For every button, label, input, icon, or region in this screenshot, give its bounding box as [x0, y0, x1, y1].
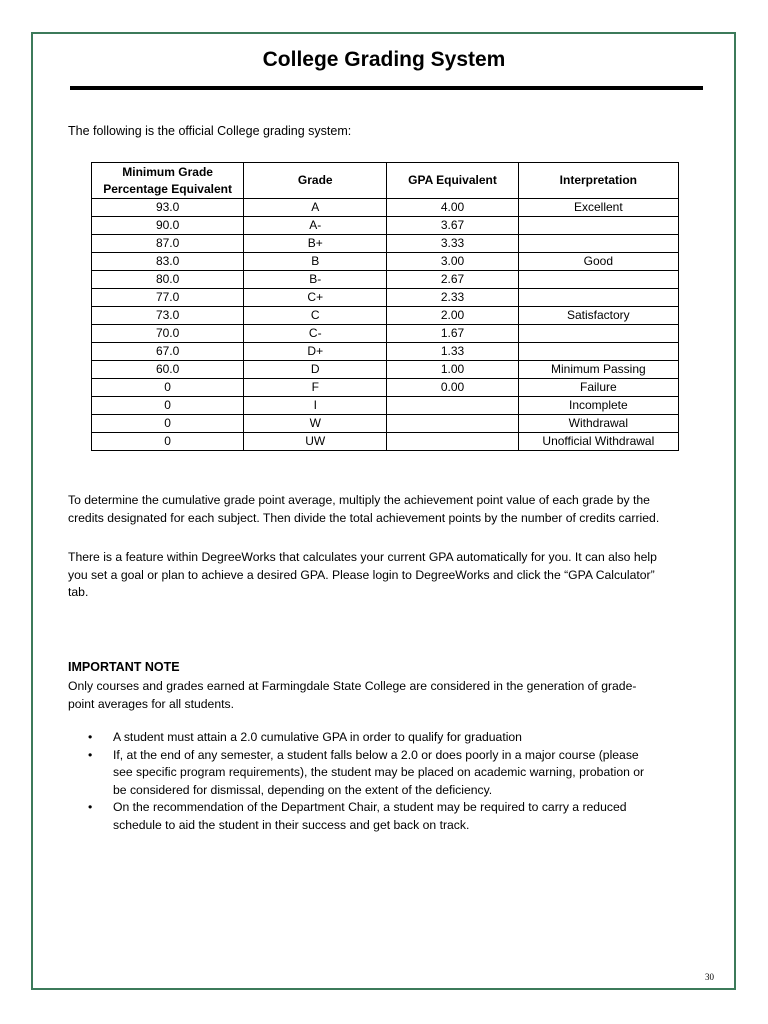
cell-min-percentage: 70.0: [92, 325, 244, 343]
cell-min-percentage: 0: [92, 397, 244, 415]
table-row: [92, 235, 679, 253]
cell-gpa: [387, 397, 518, 415]
cell-gpa: [387, 433, 518, 451]
cell-grade: C+: [244, 289, 387, 307]
cell-min-percentage: 83.0: [92, 253, 244, 271]
cell-grade: W: [244, 415, 387, 433]
cell-grade: B+: [244, 235, 387, 253]
table-row: [92, 397, 679, 415]
paragraph-degreeworks: There is a feature within DegreeWorks that calculates your current GPA automatically for you. It can also help you set a goal or plan to achieve a desired GPA. Please login to DegreeWorks and click the “GPA Calculator” tab.: [68, 550, 657, 599]
cell-min-percentage: 80.0: [92, 271, 244, 289]
table-header-row: [92, 163, 679, 199]
cell-interpretation: [518, 325, 678, 343]
table-row: [92, 289, 679, 307]
cell-grade: D: [244, 361, 387, 379]
cell-min-percentage: 90.0: [92, 217, 244, 235]
cell-min-percentage: 67.0: [92, 343, 244, 361]
cell-min-percentage: 0: [92, 433, 244, 451]
cell-interpretation: Withdrawal: [518, 415, 678, 433]
paragraph-cumulative-gpa: To determine the cumulative grade point average, multiply the achievement point value of each grade by the credits designated for each subject. Then divide the total achievement points by the number of credits carried.: [68, 493, 660, 525]
cell-min-percentage: 60.0: [92, 361, 244, 379]
bullet-icon: •: [88, 747, 93, 762]
requirements-list: [68, 729, 648, 834]
cell-grade: F: [244, 379, 387, 397]
cell-gpa: 4.00: [387, 199, 518, 217]
header-grade: Grade: [244, 163, 387, 199]
important-note-heading: IMPORTANT NOTE: [68, 660, 180, 674]
cell-interpretation: [518, 235, 678, 253]
cell-interpretation: Minimum Passing: [518, 361, 678, 379]
intro-text: The following is the official College grading system:: [68, 124, 352, 138]
cell-grade: I: [244, 397, 387, 415]
table-row: [92, 271, 679, 289]
cell-interpretation: [518, 217, 678, 235]
table-row: [92, 217, 679, 235]
cell-gpa: 2.33: [387, 289, 518, 307]
cell-grade: B: [244, 253, 387, 271]
cell-min-percentage: 73.0: [92, 307, 244, 325]
cell-gpa: [387, 415, 518, 433]
cell-gpa: 3.00: [387, 253, 518, 271]
important-note-text: Only courses and grades earned at Farmingdale State College are considered in the generation of grade-point averages for all students.: [68, 679, 637, 711]
cell-min-percentage: 0: [92, 379, 244, 397]
cell-gpa: 2.00: [387, 307, 518, 325]
list-item: • On the recommendation of the Department Chair, a student may be required to carry a reduced schedule to aid the student in their success and get back on track.: [88, 800, 627, 832]
cell-interpretation: Unofficial Withdrawal: [518, 433, 678, 451]
cell-grade: D+: [244, 343, 387, 361]
cell-grade: C-: [244, 325, 387, 343]
page-title: College Grading System: [262, 48, 506, 71]
cell-interpretation: Incomplete: [518, 397, 678, 415]
cell-interpretation: Failure: [518, 379, 678, 397]
cell-interpretation: Excellent: [518, 199, 678, 217]
table-row: [92, 379, 679, 397]
header-gpa: GPA Equivalent: [387, 163, 518, 199]
cell-min-percentage: 77.0: [92, 289, 244, 307]
cell-gpa: 0.00: [387, 379, 518, 397]
table-row: [92, 343, 679, 361]
table-row: [92, 415, 679, 433]
cell-gpa: 1.67: [387, 325, 518, 343]
cell-min-percentage: 87.0: [92, 235, 244, 253]
cell-min-percentage: 0: [92, 415, 244, 433]
cell-grade: B-: [244, 271, 387, 289]
table-row: [92, 253, 679, 271]
bullet-icon: •: [88, 730, 93, 744]
cell-gpa: 3.67: [387, 217, 518, 235]
list-item: • A student must attain a 2.0 cumulative GPA in order to qualify for graduation: [68, 729, 648, 747]
table-row: [92, 307, 679, 325]
cell-interpretation: Good: [518, 253, 678, 271]
bullet-icon: •: [88, 800, 93, 814]
cell-gpa: 1.00: [387, 361, 518, 379]
header-min-percentage: Minimum Grade Percentage Equivalent: [92, 163, 244, 199]
cell-interpretation: [518, 289, 678, 307]
cell-gpa: 1.33: [387, 343, 518, 361]
table-row: [92, 199, 679, 217]
cell-interpretation: [518, 343, 678, 361]
table-row: [92, 433, 679, 451]
cell-grade: A: [244, 199, 387, 217]
cell-grade: A-: [244, 217, 387, 235]
cell-grade: UW: [244, 433, 387, 451]
cell-min-percentage: 93.0: [92, 199, 244, 217]
title-rule: [70, 86, 703, 90]
table-row: [92, 361, 679, 379]
cell-grade: C: [244, 307, 387, 325]
cell-gpa: 2.67: [387, 271, 518, 289]
header-interpretation: Interpretation: [518, 163, 678, 199]
table-row: [92, 325, 679, 343]
cell-gpa: 3.33: [387, 235, 518, 253]
page-number: 30: [705, 972, 714, 982]
list-item: • If, at the end of any semester, a student falls below a 2.0 or does poorly in a major course (please see specific program requirements), the student may be placed on academic warning, probation or be considered for dismissal, depending on the extent of the deficiency.: [88, 747, 645, 797]
grading-table: [91, 162, 679, 451]
cell-interpretation: [518, 271, 678, 289]
cell-interpretation: Satisfactory: [518, 307, 678, 325]
